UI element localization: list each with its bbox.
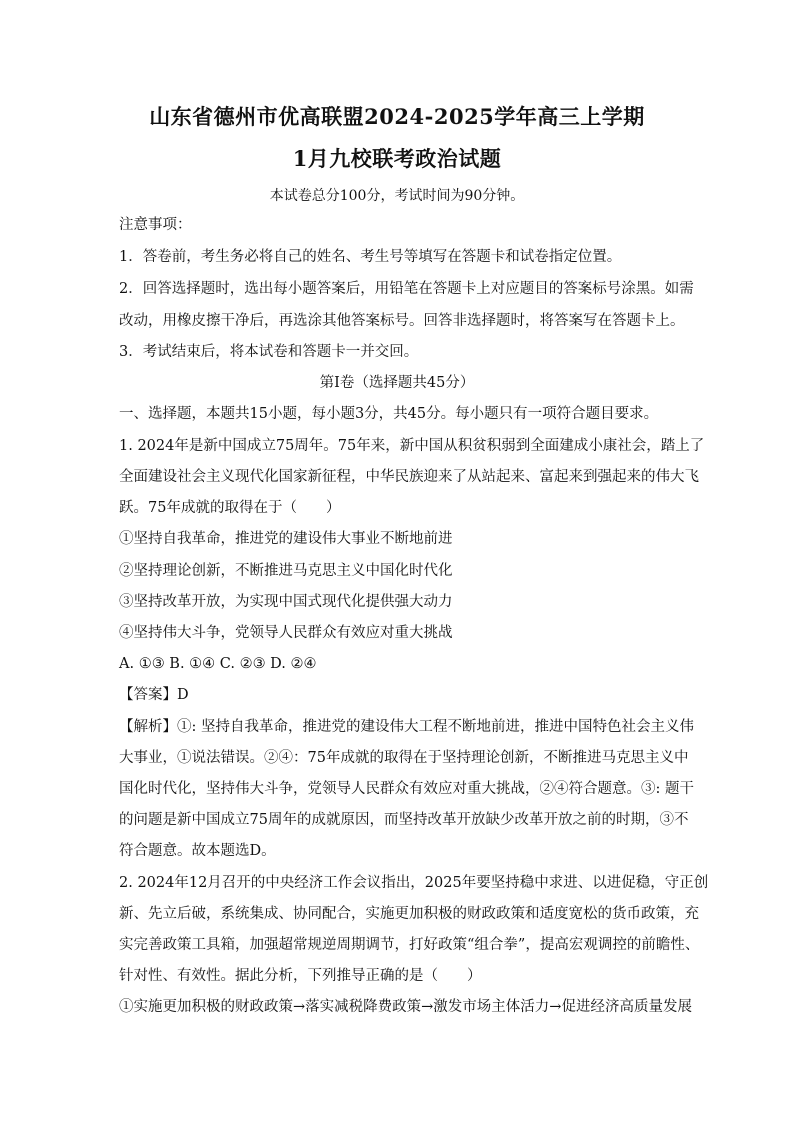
exam-title-line2: 1月九校联考政治试题: [292, 146, 502, 171]
exam-title-line1: 山东省德州市优高联盟2024-2025学年高三上学期: [149, 104, 645, 129]
q1-option-2: ②坚持理论创新，不断推进马克思主义中国化时代化: [119, 563, 453, 579]
section-instructions: 一、选择题，本题共15小题，每小题3分，共45分。每小题只有一项符合题目要求。: [119, 406, 659, 422]
q1-option-4: ④坚持伟大斗争，党领导人民群众有效应对重大挑战: [119, 625, 453, 641]
q1-stem-line1: 1. 2024年是新中国成立75周年。75年来，新中国从积贫积弱到全面建成小康社会，踏上了: [119, 438, 705, 454]
q1-stem-line3: 跃。75年成就的取得在于（ ）: [119, 500, 341, 516]
q1-option-3: ③坚持改革开放，为实现中国式现代化提供强大动力: [119, 594, 453, 610]
q1-analysis-line1: 【解析】①: 坚持自我革命，推进党的建设伟大工程不断地前进，推进中国特色社会主义伟: [119, 719, 694, 735]
q1-analysis-line3: 国化时代化，坚持伟大斗争，党领导人民群众有效应对重大挑战，②④符合题意。③: 题干: [119, 781, 694, 797]
q2-option-1: ①实施更加积极的财政政策→落实减税降费政策→激发市场主体活力→促进经济高质量发展: [119, 999, 692, 1015]
q2-stem-line1: 2. 2024年12月召开的中央经济工作会议指出，2025年要坚持稳中求进、以进促稳，守正创: [119, 875, 709, 891]
notes-heading: 注意事项：: [119, 217, 192, 233]
note-item-3: 3．考试结束后，将本试卷和答题卡一并交回。: [119, 344, 419, 360]
q1-analysis-line5: 符合题意。故本题选D。: [119, 843, 276, 859]
note-item-1: 1．答卷前，考生务必将自己的姓名、考生号等填写在答题卡和试卷指定位置。: [119, 249, 622, 265]
exam-info: 本试卷总分100分，考试时间为90分钟。: [269, 188, 525, 204]
q2-stem-line4: 针对性、有效性。据此分析，下列推导正确的是（ ）: [119, 968, 482, 984]
volume-title: 第Ⅰ卷（选择题共45分）: [319, 375, 475, 391]
q1-choices: A. ①③ B. ①④ C. ②③ D. ②④: [119, 656, 317, 672]
q1-analysis-line2: 大事业，①说法错误。②④：75年成就的取得在于坚持理论创新，不断推进马克思主义中: [119, 750, 689, 766]
q1-option-1: ①坚持自我革命，推进党的建设伟大事业不断地前进: [119, 531, 453, 547]
note-item-2-line1: 2．回答选择题时，选出每小题答案后，用铅笔在答题卡上对应题目的答案标号涂黑。如需: [119, 281, 694, 297]
q1-stem-line2: 全面建设社会主义现代化国家新征程，中华民族迎来了从站起来、富起来到强起来的伟大飞: [119, 469, 699, 485]
q1-analysis-line4: 的问题是新中国成立75周年的成就原因，而坚持改革开放缺少改革开放之前的时期，③不: [119, 812, 689, 828]
q2-stem-line2: 新、先立后破，系统集成、协同配合，实施更加积极的财政政策和适度宽松的货币政策，充: [119, 906, 699, 922]
q2-stem-line3: 实完善政策工具箱，加强超常规逆周期调节，打好政策“组合拳”，提高宏观调控的前瞻性、: [119, 937, 700, 953]
q1-answer: 【答案】D: [119, 687, 189, 703]
note-item-2-line2: 改动，用橡皮擦干净后，再选涂其他答案标号。回答非选择题时，将答案写在答题卡上。: [119, 313, 685, 329]
